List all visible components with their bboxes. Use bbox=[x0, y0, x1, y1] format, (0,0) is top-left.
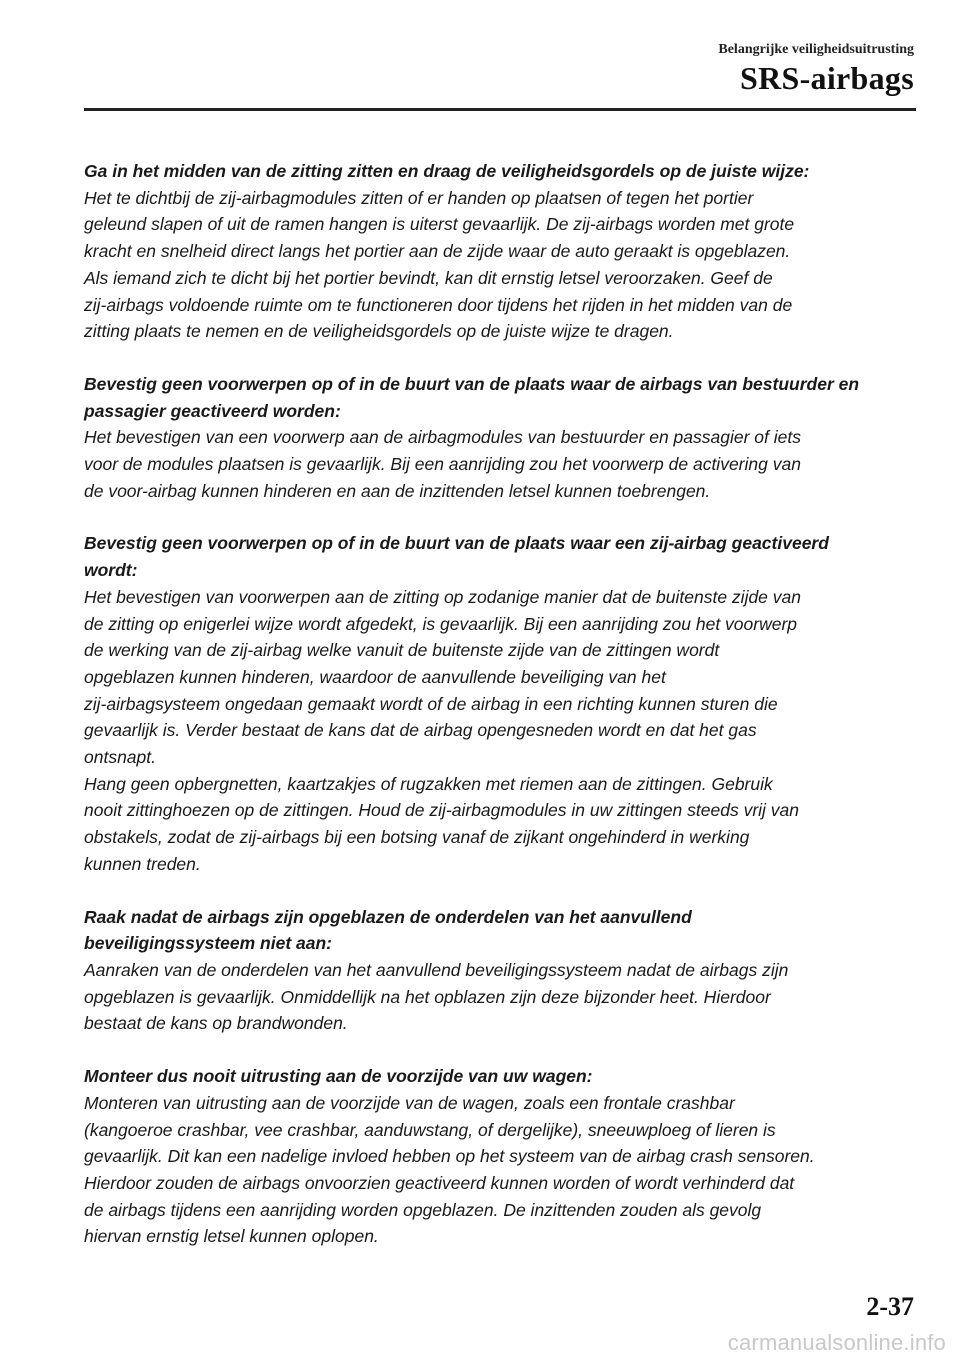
page-header bbox=[718, 42, 914, 97]
page-title: SRS-airbags bbox=[739, 60, 914, 96]
section-label: Belangrijke veiligheidsuitrusting bbox=[718, 42, 914, 57]
section-heading-line: Bevestig geen voorwerpen op of in de buurt van de plaats waar de airbags van bestuurder en bbox=[84, 373, 860, 394]
section-heading-line: Bevestig geen voorwerpen op of in de buurt van de plaats waar een zij-airbag geactiveerd bbox=[84, 533, 829, 554]
section-heading-line: beveiligingssysteem niet aan: bbox=[84, 933, 333, 954]
watermark-text: carmanualsonline.info bbox=[727, 1330, 946, 1355]
section-body-line: Hierdoor zouden de airbags onvoorzien geactiveerd kunnen worden of wordt verhinderd dat bbox=[84, 1172, 795, 1193]
section-body-line: zij-airbagsysteem ongedaan gemaakt wordt of de airbag in een richting kunnen sturen die bbox=[84, 693, 778, 714]
section-heading-line: wordt: bbox=[84, 560, 138, 581]
section-body-line: (kangoeroe crashbar, vee crashbar, aanduwstang, of dergelijke), sneeuwploeg of lieren is bbox=[84, 1119, 776, 1140]
section-body-line: Aanraken van de onderdelen van het aanvullend beveiligingssysteem nadat de airbags zijn bbox=[84, 959, 789, 980]
section-body-line: Het bevestigen van een voorwerp aan de airbagmodules van bestuurder en passagier of iets bbox=[84, 427, 801, 448]
section-body-line: gevaarlijk. Dit kan een nadelige invloed hebben op het systeem van de airbag crash sensoren. bbox=[84, 1146, 815, 1167]
section-heading-line: Ga in het midden van de zitting zitten en draag de veiligheidsgordels op de juiste wijze: bbox=[84, 161, 810, 181]
section-body-line: ontsnapt. bbox=[84, 747, 156, 768]
section-body-line: de zitting op enigerlei wijze wordt afgedekt, is gevaarlijk. Bij een aanrijding zou het voorwerp bbox=[84, 613, 798, 634]
header-rule bbox=[84, 108, 916, 111]
section-body-line: hiervan ernstig letsel kunnen oplopen. bbox=[84, 1226, 379, 1247]
section-body-line: de airbags tijdens een aanrijding worden opgeblazen. De inzittenden zouden als gevolg bbox=[84, 1199, 762, 1220]
section-body-line: zitting plaats te nemen en de veiligheidsgordels op de juiste wijze te dragen. bbox=[84, 321, 674, 342]
section-body-line: Het bevestigen van voorwerpen aan de zitting op zodanige manier dat de buitenste zijde van bbox=[84, 586, 801, 607]
section-gap bbox=[84, 504, 914, 530]
section-gap bbox=[84, 1037, 914, 1063]
page-number: 2-37 bbox=[866, 1292, 914, 1321]
section-body-line: bestaat de kans op brandwonden. bbox=[84, 1013, 348, 1034]
section-body-line: de werking van de zij-airbag welke vanuit de buitenste zijde van de zittingen wordt bbox=[84, 640, 720, 661]
section-gap bbox=[84, 345, 914, 371]
section-body-line: Monteren van uitrusting aan de voorzijde van de wagen, zoals een frontale crashbar bbox=[84, 1092, 735, 1113]
section-body-line: nooit zittinghoezen op de zittingen. Houd de zij-airbagmodules in uw zittingen steeds vrij van bbox=[84, 800, 800, 821]
section-body-line: kracht en snelheid direct langs het portier aan de zijde waar de auto geraakt is opgeblazen. bbox=[84, 241, 791, 262]
section-body-line: de voor-airbag kunnen hinderen en aan de inzittenden letsel kunnen toebrengen. bbox=[84, 480, 711, 501]
section-body-line: geleund slapen of uit de ramen hangen is uiterst gevaarlijk. De zij-airbags worden met grote bbox=[84, 214, 795, 235]
section-body-line: Het te dichtbij de zij-airbagmodules zitten of er handen op plaatsen of tegen het portier bbox=[84, 187, 754, 208]
section-body-line: Hang geen opbergnetten, kaartzakjes of rugzakken met riemen aan de zittingen. Gebruik bbox=[84, 773, 773, 794]
section-body-line: gevaarlijk is. Verder bestaat de kans dat de airbag opengesneden wordt en dat het gas bbox=[84, 720, 757, 741]
section-heading-line: Monteer dus nooit uitrusting aan de voorzijde van uw wagen: bbox=[84, 1066, 593, 1087]
section-gap bbox=[84, 878, 914, 904]
section-body-line: opgeblazen kunnen hinderen, waardoor de aanvullende beveiliging van het bbox=[84, 666, 666, 687]
section-heading-line: passagier geactiveerd worden: bbox=[84, 400, 341, 421]
manual-content bbox=[84, 158, 914, 1250]
section-body-line: zij-airbags voldoende ruimte om te functioneren door tijdens het rijden in het midden van de bbox=[84, 294, 793, 315]
section-body-line: Als iemand zich te dicht bij het portier bevindt, kan dit ernstig letsel veroorzaken. Geef de bbox=[84, 267, 773, 288]
section-body-line: opgeblazen is gevaarlijk. Onmiddellijk na het opblazen zijn deze bijzonder heet. Hierdoor bbox=[84, 986, 771, 1007]
section-heading-line: Raak nadat de airbags zijn opgeblazen de onderdelen van het aanvullend bbox=[84, 906, 692, 927]
section-body-line: kunnen treden. bbox=[84, 853, 201, 874]
section-body-line: obstakels, zodat de zij-airbags bij een botsing vanaf de zijkant ongehinderd in werking bbox=[84, 827, 750, 848]
section-body-line: voor de modules plaatsen is gevaarlijk. Bij een aanrijding zou het voorwerp de activering van bbox=[84, 454, 801, 475]
